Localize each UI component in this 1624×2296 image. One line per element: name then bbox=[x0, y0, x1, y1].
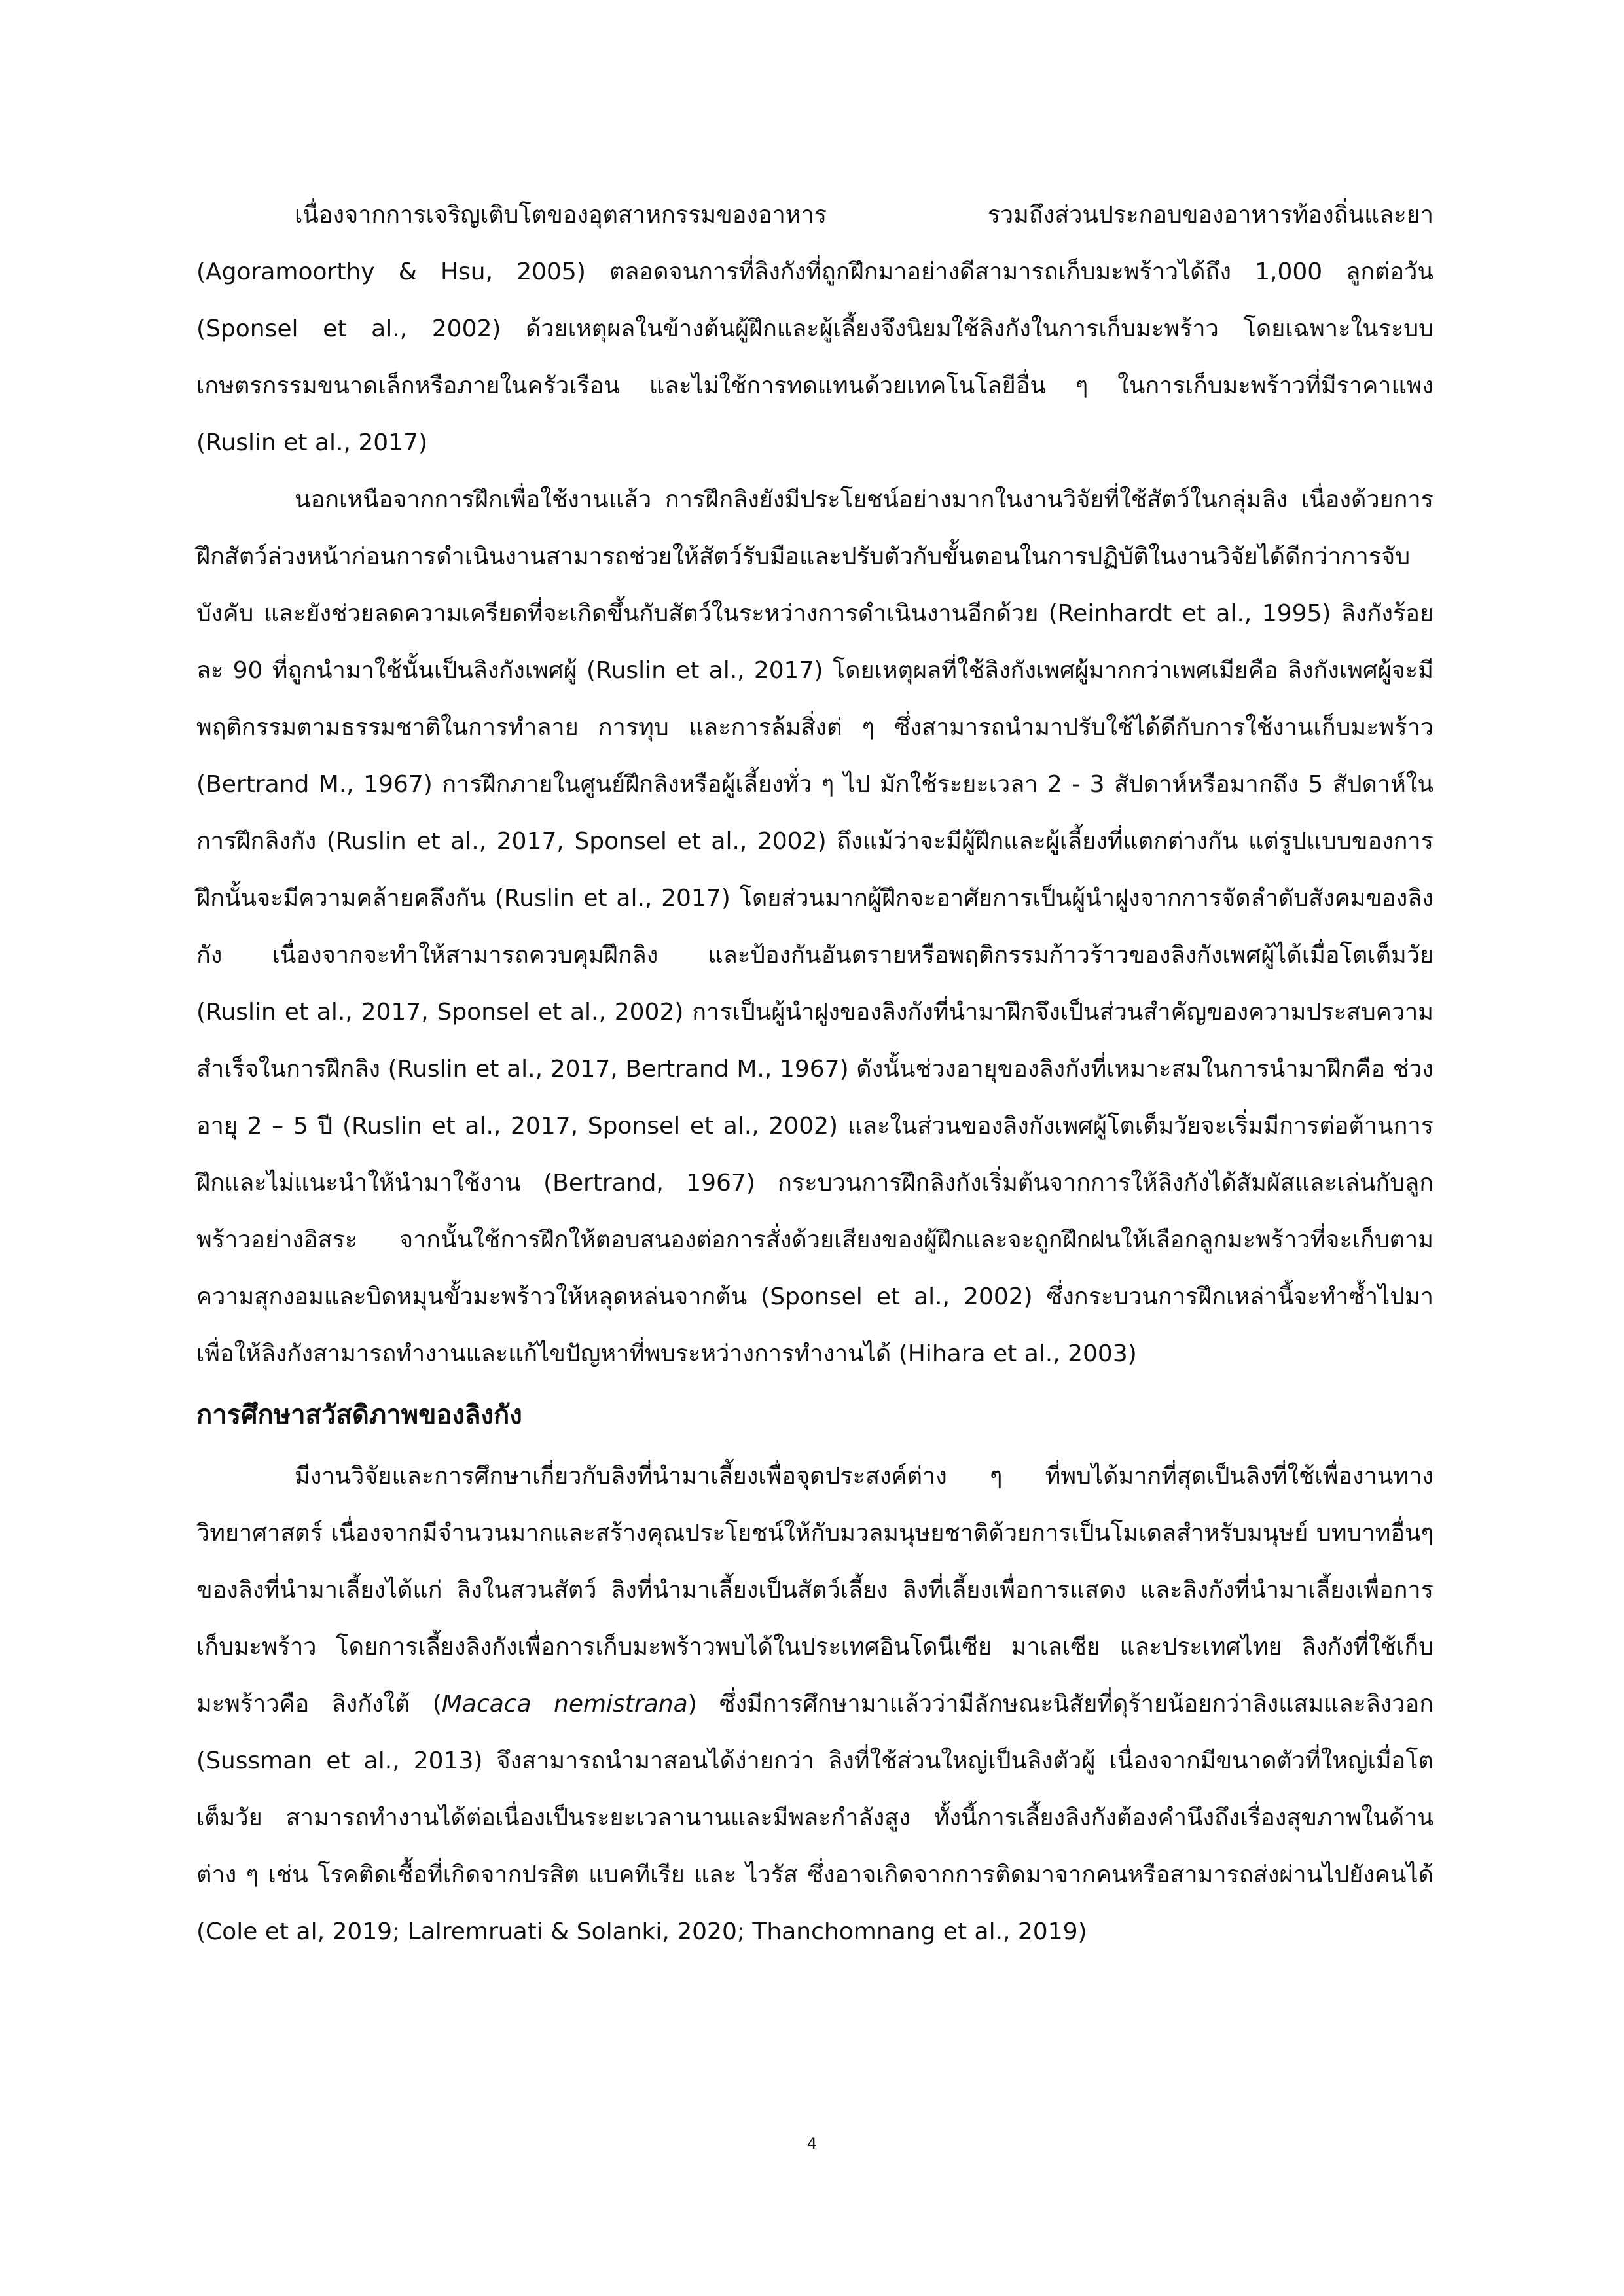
body-text bbox=[196, 187, 1434, 1960]
paragraph-1: เนื่องจากการเจริญเติบโตของอุตสาหกรรมของอาหาร รวมถึงส่วนประกอบของอาหารท้องถิ่นและยา (Agoramoorthy & Hsu, 2005) ตลอดจนการที่ลิงกังที่ถูกฝึกมาอย่างดีสามารถเก็บมะพร้าวได้ถึง 1,000 ลูกต่อวัน (Sponsel et al., 2002) ด้วยเหตุผลในข้างต้นผู้ฝึกและผู้เลี้ยงจึงนิยมใช้ลิงกังในการเก็บมะพร้าว โดยเฉพาะในระบบเกษตรกรรมขนาดเล็กหรือภายในครัวเรือน และไม่ใช้การทดแทนด้วยเทคโนโลยีอื่น ๆ ในการเก็บมะพร้าวที่มีราคาแพง (Ruslin et al., 2017) bbox=[196, 202, 1434, 456]
paragraph-3-part-2: ) ซึ่งมีการศึกษามาแล้วว่ามีลักษณะนิสัยที่ดุร้ายน้อยกว่าลิงแสมและลิงวอก (Sussman et al., 2013) จึงสามารถนำมาสอนได้ง่ายกว่า ลิงที่ใช้ส่วนใหญ่เป็นลิงตัวผู้ เนื่องจากมีขนาดตัวที่ใหญ่เมื่อโตเต็มวัย สามารถทำงานได้ต่อเนื่องเป็นระยะเวลานานและมีพละกำลังสูง ทั้งนี้การเลี้ยงลิงกังต้องคำนึงถึงเรื่องสุขภาพในด้านต่าง ๆ เช่น โรคติดเชื้อที่เกิดจากปรสิต แบคทีเรีย และ ไวรัส ซึ่งอาจเกิดจากการติดมาจากคนหรือสามารถส่งผ่านไปยังคนได้ (Cole et al, 2019; Lalremruati & Solanki, 2020; Thanchomnang et al., 2019) bbox=[196, 1691, 1434, 1945]
paragraph-3 bbox=[196, 1448, 1434, 1960]
species-name: Macaca nemistrana bbox=[441, 1691, 688, 1717]
section-heading: การศึกษาสวัสดิภาพของลิงกัง bbox=[196, 1400, 522, 1430]
page-number: 4 bbox=[806, 2134, 818, 2153]
paragraph-2: นอกเหนือจากการฝึกเพื่อใช้งานแล้ว การฝึกลิงยังมีประโยชน์อย่างมากในงานวิจัยที่ใช้สัตว์ในกลุ่มลิง เนื่องด้วยการฝึกสัตว์ล่วงหน้าก่อนการดำเนินงานสามารถช่วยให้สัตว์รับมือและปรับตัวกับขั้นตอนในการปฏิบัติในงานวิจัยได้ดีกว่าการจับบังคับ และยังช่วยลดความเครียดที่จะเกิดขึ้นกับสัตว์ในระหว่างการดำเนินงานอีกด้วย (Reinhardt et al., 1995) ลิงกังร้อยละ 90 ที่ถูกนำมาใช้นั้นเป็นลิงกังเพศผู้ (Ruslin et al., 2017) โดยเหตุผลที่ใช้ลิงกังเพศผู้มากกว่าเพศเมียคือ ลิงกังเพศผู้จะมีพฤติกรรมตามธรรมชาติในการทำลาย การทุบ และการล้มสิ่งต่ ๆ ซึ่งสามารถนำมาปรับใช้ได้ดีกับการใช้งานเก็บมะพร้าว (Bertrand M., 1967) การฝึกภายในศูนย์ฝึกลิงหรือผู้เลี้ยงทั่ว ๆ ไป มักใช้ระยะเวลา 2 - 3 สัปดาห์หรือมากถึง 5 สัปดาห์ในการฝึกลิงกัง (Ruslin et al., 2017, Sponsel et al., 2002) ถึงแม้ว่าจะมีผู้ฝึกและผู้เลี้ยงที่แตกต่างกัน แต่รูปแบบของการฝึกนั้นจะมีความคล้ายคลึงกัน (Ruslin et al., 2017) โดยส่วนมากผู้ฝึกจะอาศัยการเป็นผู้นำฝูงจากการจัดลำดับสังคมของลิงกัง เนื่องจากจะทำให้สามารถควบคุมฝึกลิง และป้องกันอันตรายหรือพฤติกรรมก้าวร้าวของลิงกังเพศผู้ได้เมื่อโตเต็มวัย (Ruslin et al., 2017, Sponsel et al., 2002) การเป็นผู้นำฝูงของลิงกังที่นำมาฝึกจึงเป็นส่วนสำคัญของความประสบความสำเร็จในการฝึกลิง (Ruslin et al., 2017, Bertrand M., 1967) ดังนั้นช่วงอายุของลิงกังที่เหมาะสมในการนำมาฝึกคือ ช่วงอายุ 2 – 5 ปี (Ruslin et al., 2017, Sponsel et al., 2002) และในส่วนของลิงกังเพศผู้โตเต็มวัยจะเริ่มมีการต่อต้านการฝึกและไม่แนะนำให้นำมาใช้งาน (Bertrand, 1967) กระบวนการฝึกลิงกังเริ่มต้นจากการให้ลิงกังได้สัมผัสและเล่นกับลูกพร้าวอย่างอิสระ จากนั้นใช้การฝึกให้ตอบสนองต่อการสั่งด้วยเสียงของผู้ฝึกและจะถูกฝึกฝนให้เลือกลูกมะพร้าวที่จะเก็บตามความสุกงอมและบิดหมุนขั้วมะพร้าวให้หลุดหล่นจากต้น (Sponsel et al., 2002) ซึ่งกระบวนการฝึกเหล่านี้จะทำซ้ำไปมาเพื่อให้ลิงกังสามารถทำงานและแก้ไขปัญหาที่พบระหว่างการทำงานได้ (Hihara et al., 2003) bbox=[196, 486, 1434, 1367]
paragraph-3-part-1: มีงานวิจัยและการศึกษาเกี่ยวกับลิงที่นำมาเลี้ยงเพื่อจุดประสงค์ต่าง ๆ ที่พบได้มากที่สุดเป็นลิงที่ใช้เพื่องานทางวิทยาศาสตร์ เนื่องจากมีจำนวนมากและสร้างคุณประโยชน์ให้กับมวลมนุษยชาติด้วยการเป็นโมเดลสำหรับมนุษย์ บทบาทอื่นๆของลิงที่นำมาเลี้ยงได้แก่ ลิงในสวนสัตว์ ลิงที่นำมาเลี้ยงเป็นสัตว์เลี้ยง ลิงที่เลี้ยงเพื่อการแสดง และลิงกังที่นำมาเลี้ยงเพื่อการเก็บมะพร้าว โดยการเลี้ยงลิงกังเพื่อการเก็บมะพร้าวพบได้ในประเทศอินโดนีเซีย มาเลเซีย และประเทศไทย ลิงกังที่ใช้เก็บมะพร้าวคือ ลิงกังใต้ ( bbox=[196, 1463, 1434, 1717]
